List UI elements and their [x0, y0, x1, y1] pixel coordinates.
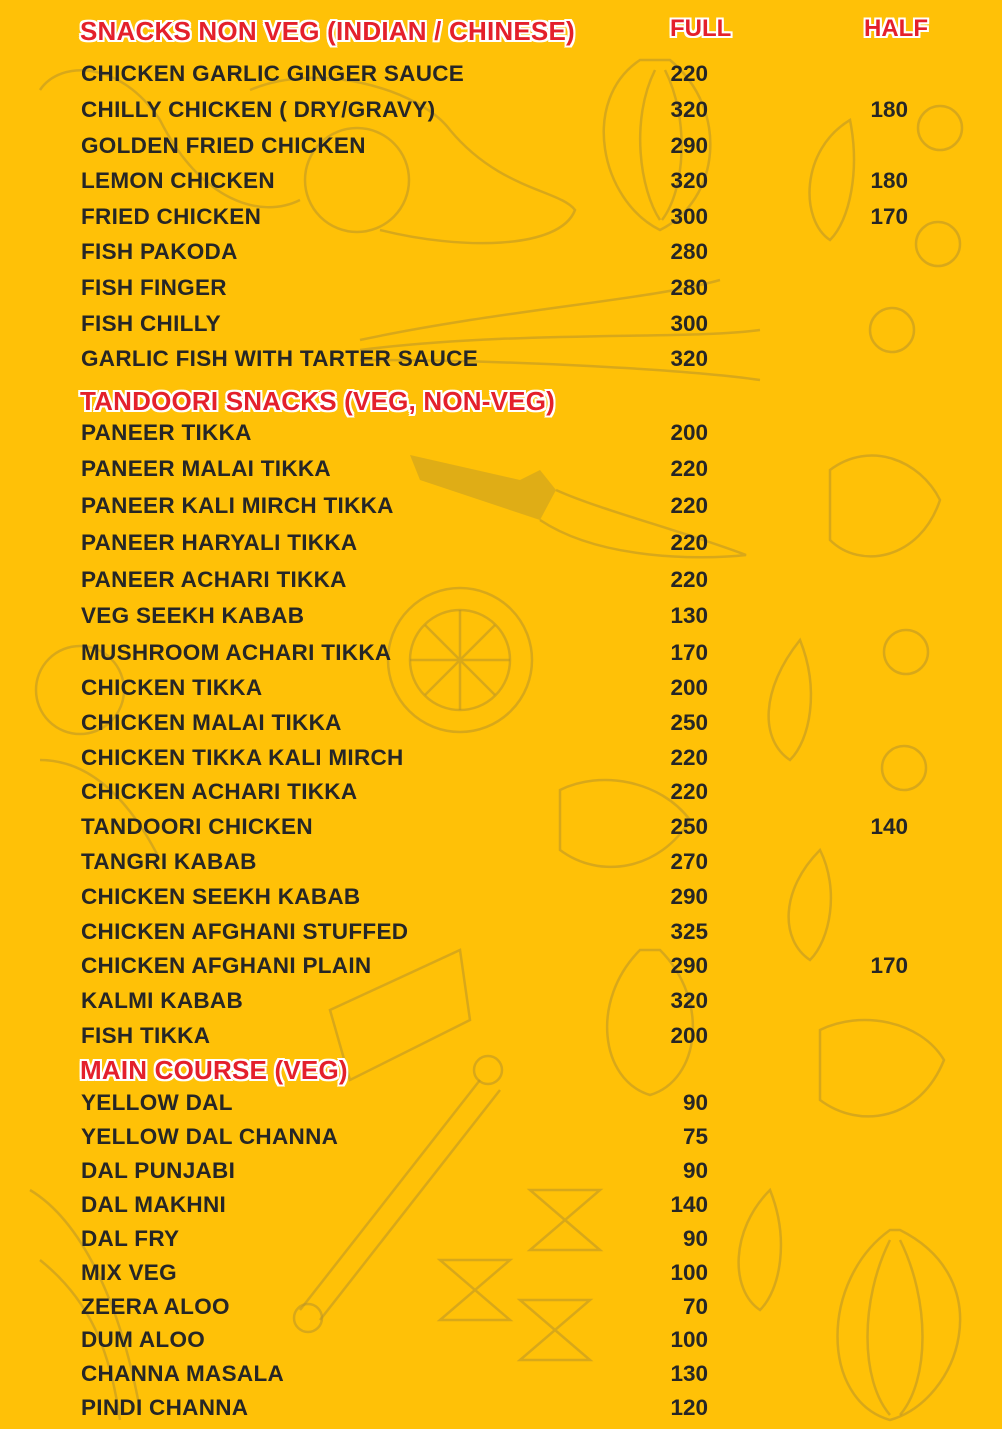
menu-item-row — [0, 675, 1002, 705]
menu-item-row — [0, 1090, 1002, 1120]
full-price: 220 — [670, 493, 708, 518]
menu-item-name: CHICKEN AFGHANI STUFFED — [81, 919, 409, 944]
section-heading: SNACKS NON VEG (INDIAN / CHINESE) — [80, 16, 575, 46]
full-column-header: FULL — [670, 15, 732, 42]
full-price: 90 — [682, 1090, 708, 1115]
menu-item-name: PANEER ACHARI TIKKA — [81, 567, 347, 592]
full-price: 75 — [682, 1124, 708, 1149]
menu-item-row — [0, 420, 1002, 450]
full-price: 290 — [670, 953, 708, 978]
menu-item-name: DUM ALOO — [81, 1327, 206, 1352]
menu-item-row — [0, 61, 1002, 91]
menu-item-row — [0, 1226, 1002, 1256]
menu-item-row — [0, 346, 1002, 376]
menu-item-name: PANEER TIKKA — [81, 420, 252, 445]
menu-item-name: CHANNA MASALA — [81, 1361, 285, 1386]
menu-item-name: PINDI CHANNA — [81, 1395, 249, 1420]
menu-item-row — [0, 97, 1002, 127]
menu-item-row — [0, 1327, 1002, 1357]
menu-item-name: CHICKEN TIKKA KALI MIRCH — [81, 745, 404, 770]
full-price: 220 — [670, 567, 708, 592]
menu-item-name: PANEER KALI MIRCH TIKKA — [81, 493, 394, 518]
menu-item-row — [0, 640, 1002, 670]
menu-item-name: PANEER HARYALI TIKKA — [81, 530, 358, 555]
menu-item-row — [0, 311, 1002, 341]
full-price: 100 — [670, 1260, 708, 1285]
half-price: 180 — [870, 168, 908, 193]
full-price: 220 — [670, 779, 708, 804]
menu-item-row — [0, 919, 1002, 949]
menu-item-row — [0, 567, 1002, 597]
menu-item-name: TANGRI KABAB — [81, 849, 257, 874]
full-price: 100 — [670, 1327, 708, 1352]
full-price: 320 — [670, 168, 708, 193]
menu-item-row — [0, 884, 1002, 914]
menu-item-row — [0, 530, 1002, 560]
menu-item-row — [0, 1158, 1002, 1188]
full-price: 220 — [670, 456, 708, 481]
menu-item-name: DAL MAKHNI — [81, 1192, 227, 1217]
full-price: 220 — [670, 745, 708, 770]
menu-item-name: FISH TIKKA — [81, 1023, 211, 1048]
full-price: 250 — [670, 710, 708, 735]
full-price: 200 — [670, 675, 708, 700]
full-price: 170 — [670, 640, 708, 665]
half-price: 140 — [870, 814, 908, 839]
menu-item-row — [0, 849, 1002, 879]
menu-item-row — [0, 1023, 1002, 1053]
section-heading: TANDOORI SNACKS (VEG, NON-VEG) — [80, 386, 555, 416]
full-price: 325 — [670, 919, 708, 944]
half-price: 170 — [870, 204, 908, 229]
full-price: 120 — [670, 1395, 708, 1420]
menu-item-row — [0, 1395, 1002, 1425]
full-price: 280 — [670, 239, 708, 264]
menu-item-name: VEG SEEKH KABAB — [81, 603, 305, 628]
full-price: 280 — [670, 275, 708, 300]
menu-item-row — [0, 745, 1002, 775]
full-price: 270 — [670, 849, 708, 874]
menu-item-name: CHICKEN AFGHANI PLAIN — [81, 953, 372, 978]
half-column-header: HALF — [864, 15, 928, 42]
menu-item-name: CHICKEN GARLIC GINGER SAUCE — [81, 61, 465, 86]
menu-item-name: DAL PUNJABI — [81, 1158, 236, 1183]
menu-item-name: PANEER MALAI TIKKA — [81, 456, 331, 481]
menu-item-name: ZEERA ALOO — [81, 1294, 230, 1319]
menu-item-row — [0, 456, 1002, 486]
menu-item-row — [0, 603, 1002, 633]
section-heading: MAIN COURSE (VEG) — [80, 1055, 348, 1085]
full-price: 130 — [670, 603, 708, 628]
menu-item-row — [0, 953, 1002, 983]
menu-item-name: LEMON CHICKEN — [81, 168, 275, 193]
menu-item-name: FISH PAKODA — [81, 239, 238, 264]
menu-item-name: GARLIC FISH WITH TARTER SAUCE — [81, 346, 479, 371]
menu-item-name: GOLDEN FRIED CHICKEN — [81, 133, 366, 158]
full-price: 300 — [670, 204, 708, 229]
menu-item-row — [0, 275, 1002, 305]
menu-item-row — [0, 710, 1002, 740]
menu-item-row — [0, 133, 1002, 163]
menu-item-name: MIX VEG — [81, 1260, 177, 1285]
menu-item-name: DAL FRY — [81, 1226, 180, 1251]
menu-item-row — [0, 1361, 1002, 1391]
full-price: 320 — [670, 988, 708, 1013]
menu-item-name: FISH CHILLY — [81, 311, 221, 336]
menu-item-name: YELLOW DAL CHANNA — [81, 1124, 339, 1149]
menu-item-name: CHICKEN TIKKA — [81, 675, 263, 700]
menu-item-row — [0, 1294, 1002, 1324]
half-price: 170 — [870, 953, 908, 978]
menu-item-name: FRIED CHICKEN — [81, 204, 262, 229]
menu-item-name: TANDOORI CHICKEN — [81, 814, 313, 839]
menu-item-name: CHICKEN SEEKH KABAB — [81, 884, 361, 909]
menu-item-row — [0, 1124, 1002, 1154]
menu-item-row — [0, 814, 1002, 844]
menu-item-row — [0, 239, 1002, 269]
full-price: 320 — [670, 346, 708, 371]
full-price: 250 — [670, 814, 708, 839]
menu-item-row — [0, 1192, 1002, 1222]
menu-item-name: KALMI KABAB — [81, 988, 244, 1013]
full-price: 70 — [682, 1294, 708, 1319]
menu-item-name: CHICKEN ACHARI TIKKA — [81, 779, 358, 804]
full-price: 130 — [670, 1361, 708, 1386]
menu-item-row — [0, 988, 1002, 1018]
full-price: 200 — [670, 420, 708, 445]
menu-item-row — [0, 493, 1002, 523]
menu-item-name: FISH FINGER — [81, 275, 227, 300]
menu-item-row — [0, 204, 1002, 234]
full-price: 200 — [670, 1023, 708, 1048]
full-price: 220 — [670, 530, 708, 555]
full-price: 290 — [670, 133, 708, 158]
full-price: 320 — [670, 97, 708, 122]
half-price: 180 — [870, 97, 908, 122]
menu-item-row — [0, 1260, 1002, 1290]
menu-item-name: YELLOW DAL — [81, 1090, 233, 1115]
full-price: 290 — [670, 884, 708, 909]
full-price: 90 — [682, 1158, 708, 1183]
menu-item-name: CHILLY CHICKEN ( DRY/GRAVY) — [81, 97, 436, 122]
menu-item-name: CHICKEN MALAI TIKKA — [81, 710, 342, 735]
full-price: 140 — [670, 1192, 708, 1217]
full-price: 220 — [670, 61, 708, 86]
menu-item-name: MUSHROOM ACHARI TIKKA — [81, 640, 392, 665]
full-price: 90 — [682, 1226, 708, 1251]
menu-item-row — [0, 779, 1002, 809]
full-price: 300 — [670, 311, 708, 336]
menu-item-row — [0, 168, 1002, 198]
